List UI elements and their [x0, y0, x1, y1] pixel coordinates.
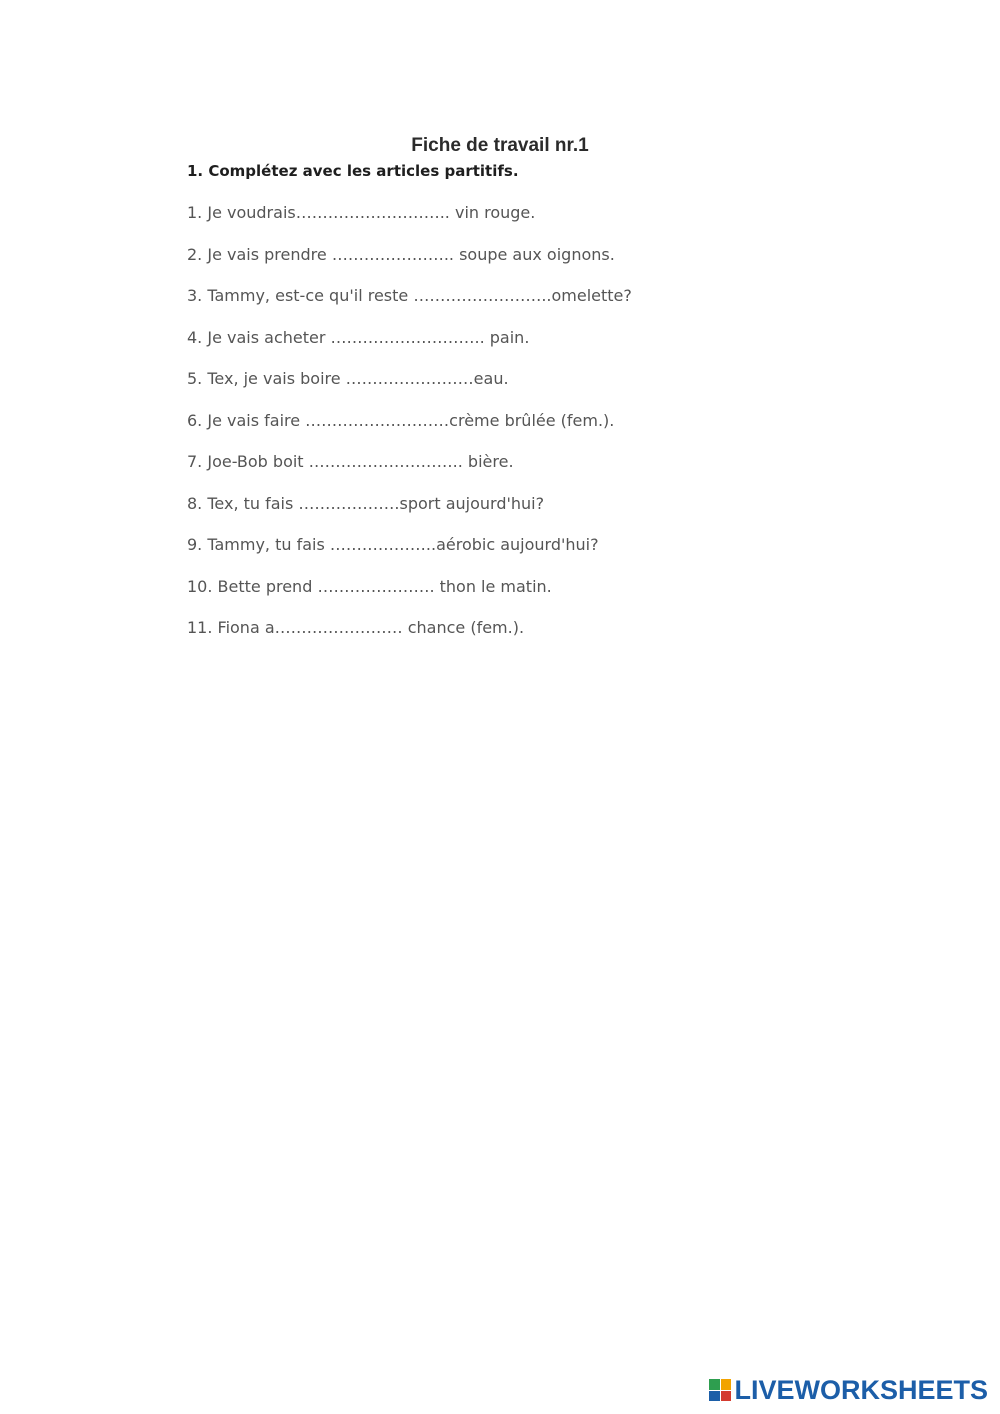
exercise-item: 6. Je vais faire ………………………crème brûlée (fem.). — [187, 410, 615, 430]
liveworksheets-logo-icon — [709, 1379, 731, 1401]
exercise-item: 5. Tex, je vais boire ……………………eau. — [187, 369, 509, 388]
brand-wordmark: LIVEWORKSHEETS — [734, 1375, 988, 1405]
page-title: Fiche de travail nr.1 — [411, 135, 589, 156]
exercise-item: 8. Tex, tu fais ……………….sport aujourd'hui? — [187, 493, 545, 513]
exercise-item: 7. Joe-Bob boit ……………………….. bière. — [187, 452, 514, 471]
liveworksheets-brand[interactable] — [709, 1375, 988, 1405]
exercise-list — [187, 202, 632, 659]
exercise-instruction: 1. Complétez avec les articles partitifs. — [187, 162, 519, 180]
exercise-item: 11. Fiona a…………………… chance (fem.). — [187, 618, 525, 637]
exercise-item: 9. Tammy, tu fais ………………..aérobic aujourd'hui? — [187, 535, 599, 554]
exercise-item: 2. Je vais prendre ………………….. soupe aux oignons. — [187, 244, 615, 264]
exercise-item: 1. Je voudrais……………………….. vin rouge. — [187, 203, 536, 222]
logo-square-red — [721, 1391, 732, 1402]
logo-square-blue — [709, 1391, 720, 1402]
logo-square-yellow — [721, 1379, 732, 1390]
exercise-item: 3. Tammy, est-ce qu'il reste ……………………..omelette? — [187, 286, 632, 305]
logo-square-green — [709, 1379, 720, 1390]
exercise-item: 10. Bette prend …………………. thon le matin. — [187, 576, 552, 596]
exercise-item: 4. Je vais acheter ……………………….. pain. — [187, 327, 530, 347]
